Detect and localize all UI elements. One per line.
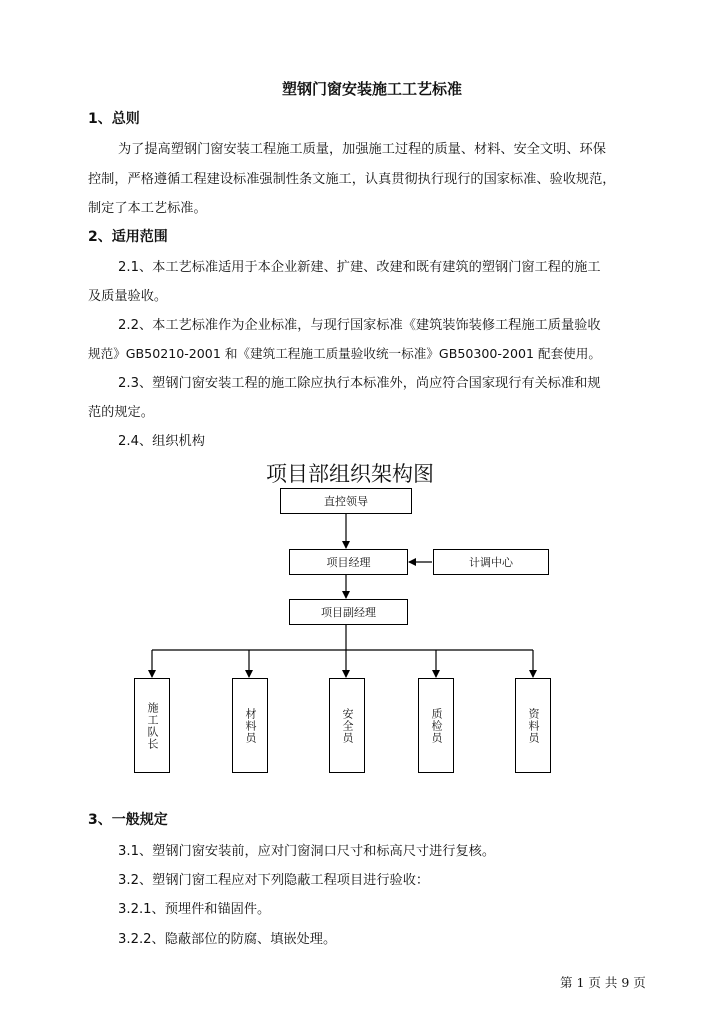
org-node-project-manager: 项目经理 [289, 549, 408, 575]
section-1-line-2: 控制，严格遵循工程建设标准强制性条文施工，认真贯彻执行现行的国家标准、验收规范， [88, 172, 616, 187]
section-1-line-3: 制定了本工艺标准。 [88, 201, 207, 216]
section-3-item-4: 3.2.2、隐蔽部位的防腐、填嵌处理。 [118, 932, 337, 947]
section-3-item-1: 3.1、塑钢门窗安装前，应对门窗洞口尺寸和标高尺寸进行复核。 [118, 844, 496, 859]
org-node-dispatch-center: 计调中心 [433, 549, 549, 575]
section-1-heading: 1、总则 [88, 111, 140, 127]
section-2-2-line-2: 规范》GB50210-2001 和《建筑工程施工质量验收统一标准》GB50300-2001 配套使用。 [88, 346, 601, 361]
section-2-1-line-1: 2.1、本工艺标准适用于本企业新建、扩建、改建和既有建筑的塑钢门窗工程的施工 [118, 260, 601, 275]
section-2-3-line-2: 范的规定。 [88, 405, 154, 420]
org-node-records-officer: 资料员 [515, 678, 551, 773]
org-node-top-leader: 直控领导 [280, 488, 412, 514]
section-2-heading: 2、适用范围 [88, 229, 168, 245]
section-2-1-line-2: 及质量验收。 [88, 289, 168, 304]
org-node-deputy-manager: 项目副经理 [289, 599, 408, 625]
section-2-3-line-1: 2.3、塑钢门窗安装工程的施工除应执行本标准外，尚应符合国家现行有关标准和规 [118, 376, 601, 391]
section-3-item-3: 3.2.1、预埋件和锚固件。 [118, 902, 271, 917]
org-node-safety-officer: 安全员 [329, 678, 365, 773]
section-1-line-1: 为了提高塑钢门窗安装工程施工质量，加强施工过程的质量、材料、安全文明、环保 [118, 142, 606, 157]
section-2-2-line-1: 2.2、本工艺标准作为企业标准，与现行国家标准《建筑装饰装修工程施工质量验收 [118, 318, 601, 333]
page-footer: 第 1 页 共 9 页 [560, 975, 646, 990]
org-node-materials-officer: 材料员 [232, 678, 268, 773]
section-3-item-2: 3.2、塑钢门窗工程应对下列隐蔽工程项目进行验收： [118, 873, 430, 888]
org-node-construction-team-leader: 施工队长 [134, 678, 170, 773]
org-node-quality-inspector: 质检员 [418, 678, 454, 773]
section-3-heading: 3、一般规定 [88, 812, 168, 828]
org-chart-title: 项目部组织架构图 [266, 462, 434, 486]
document-title: 塑钢门窗安装施工工艺标准 [281, 80, 462, 98]
section-2-4-line: 2.4、组织机构 [118, 434, 205, 449]
